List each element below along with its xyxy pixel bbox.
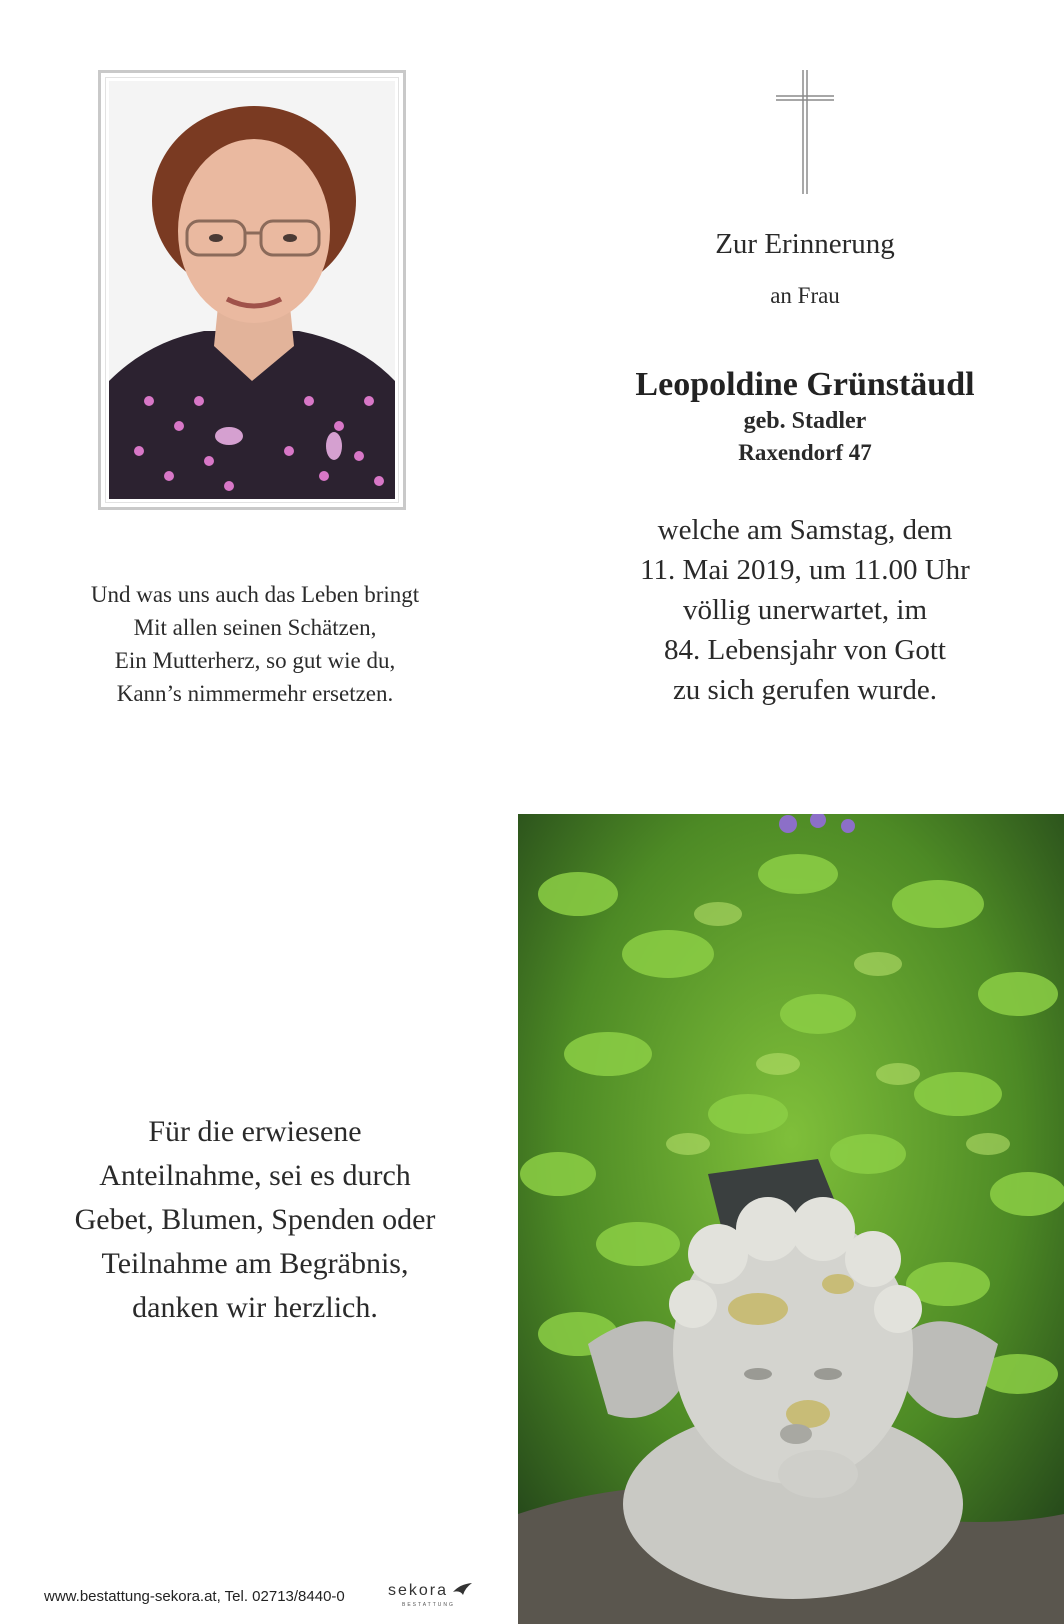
- death-text-line: 11. Mai 2019, um 11.00 Uhr: [640, 554, 970, 586]
- poem-line: Mit allen seinen Schätzen,: [133, 615, 377, 640]
- angel-photo: [518, 814, 1064, 1624]
- memorial-title: Zur Erinnerung: [715, 228, 895, 260]
- thanks-text: [40, 1110, 470, 1330]
- thanks-line: Gebet, Blumen, Spenden oder: [74, 1203, 436, 1236]
- poem-line: Ein Mutterherz, so gut wie du,: [114, 648, 396, 673]
- death-notice-text: [590, 510, 1020, 710]
- cross-icon: [770, 68, 840, 198]
- thanks-line: Für die erwiesene: [148, 1115, 362, 1148]
- poem-line: Und was uns auch das Leben bringt: [90, 582, 420, 607]
- death-text-line: zu sich gerufen wurde.: [672, 674, 938, 706]
- death-text-line: welche am Samstag, dem: [657, 514, 953, 546]
- poem-line: Kann’s nimmermehr ersetzen.: [116, 681, 394, 706]
- portrait-frame: [98, 70, 406, 510]
- thanks-line: danken wir herzlich.: [132, 1291, 378, 1324]
- death-text-line: völlig unerwartet, im: [682, 594, 928, 626]
- address: Raxendorf 47: [738, 440, 872, 465]
- thanks-line: Anteilnahme, sei es durch: [99, 1159, 411, 1192]
- bird-icon: [452, 1582, 474, 1596]
- maiden-name: geb. Stadler: [743, 408, 867, 434]
- death-text-line: 84. Lebensjahr von Gott: [664, 634, 946, 666]
- salutation: an Frau: [770, 283, 840, 308]
- logo-word: sekora: [388, 1582, 449, 1599]
- poem: [40, 578, 470, 710]
- logo-sub: BESTATTUNG: [402, 1602, 455, 1608]
- portrait-photo: [109, 81, 395, 499]
- footer-contact: www.bestattung-sekora.at, Tel. 02713/8440-0: [44, 1588, 345, 1605]
- deceased-name: Leopoldine Grünstäudl: [635, 366, 975, 403]
- thanks-line: Teilnahme am Begräbnis,: [101, 1247, 409, 1280]
- sekora-logo: [388, 1582, 474, 1608]
